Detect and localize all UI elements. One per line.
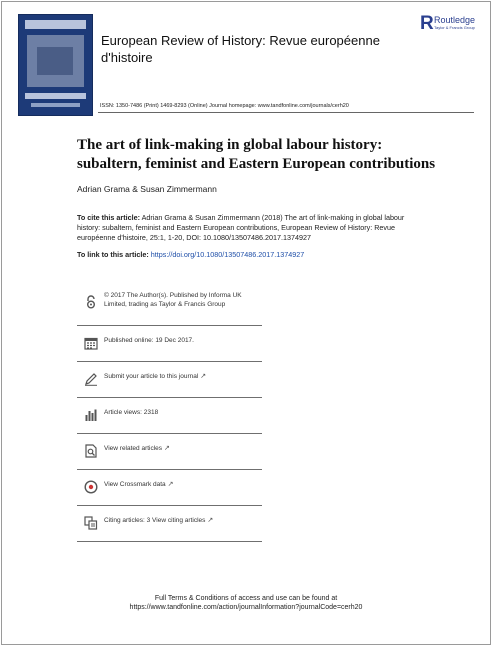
article-title-line1: The art of link-making in global labour history: — [77, 137, 383, 153]
action-label[interactable]: View Crossmark data ↗ — [104, 481, 174, 488]
cover-subtitle-band — [25, 93, 86, 99]
terms-footer — [2, 594, 490, 612]
issn-homepage-line[interactable]: ISSN: 1350-7486 (Print) 1469-8293 (Online) Journal homepage: www.tandfonline.com/journals/cerh20 — [100, 103, 349, 109]
footer-terms-line: Full Terms & Conditions of access and use can be found at — [154, 595, 338, 602]
link-label: To link to this article: — [77, 250, 149, 259]
publisher-logo[interactable] — [420, 14, 484, 36]
calendar-icon — [84, 336, 98, 350]
article-title — [77, 136, 437, 174]
cite-label: To cite this article: — [77, 213, 140, 222]
cover-footer-band — [31, 103, 80, 107]
action-row-license — [77, 285, 262, 326]
footer-terms-link[interactable]: https://www.tandfonline.com/action/journalInformation?journalCode=cerh20 — [129, 604, 363, 611]
search-document-icon — [84, 444, 98, 458]
citation-block — [77, 213, 417, 243]
routledge-r-icon: R — [420, 13, 434, 34]
action-label[interactable]: Submit your article to this journal ↗ — [104, 373, 207, 380]
action-row-crossmark[interactable] — [77, 470, 262, 506]
action-row-views — [77, 398, 262, 434]
edit-icon — [84, 372, 98, 386]
action-label[interactable]: View related articles ↗ — [104, 445, 170, 452]
cover-title-band — [25, 20, 86, 29]
citing-articles-icon — [84, 516, 98, 530]
action-row-submit[interactable] — [77, 362, 262, 398]
article-authors: Adrian Grama & Susan Zimmermann — [77, 184, 217, 194]
open-access-icon — [84, 295, 98, 309]
article-title-line2: subaltern, feminist and Eastern European contributions — [77, 156, 436, 172]
journal-cover-thumbnail — [18, 14, 93, 116]
header-divider — [98, 112, 474, 113]
doi-link[interactable]: https://doi.org/10.1080/13507486.2017.1374927 — [150, 250, 305, 259]
cite-text: Adrian Grama & Susan Zimmermann (2018) The art of link-making in global labour history: subaltern, feminist and Eastern European contributions, European Review of History: Revue européenne d'histoire, 25:1, 1-20, DOI: 10.1080/13507486.2017.1374927 — [77, 213, 405, 242]
cover-image — [27, 35, 84, 87]
action-row-published — [77, 326, 262, 362]
article-actions-list — [77, 285, 262, 542]
crossmark-icon — [84, 480, 98, 494]
pdf-cover-page — [1, 1, 491, 645]
external-link-icon: ↗ — [207, 517, 214, 524]
article-link-line — [77, 250, 304, 259]
external-link-icon: ↗ — [164, 445, 170, 452]
action-row-related[interactable] — [77, 434, 262, 470]
bar-chart-icon — [84, 408, 98, 422]
external-link-icon: ↗ — [167, 481, 174, 488]
publisher-subtitle: Taylor & Francis Group — [434, 25, 475, 30]
journal-title: European Review of History: Revue européenne d'histoire — [101, 33, 380, 65]
publisher-name: Routledge — [434, 15, 476, 25]
action-label[interactable]: Citing articles: 3 View citing articles ↗ — [104, 517, 214, 524]
action-label: © 2017 The Author(s). Published by Informa UK Limited, trading as Taylor & Francis Group — [104, 292, 242, 308]
action-row-citing[interactable] — [77, 506, 262, 542]
action-label: Published online: 19 Dec 2017. — [104, 337, 194, 344]
action-label: Article views: 2318 — [104, 409, 159, 416]
external-link-icon: ↗ — [200, 373, 207, 380]
